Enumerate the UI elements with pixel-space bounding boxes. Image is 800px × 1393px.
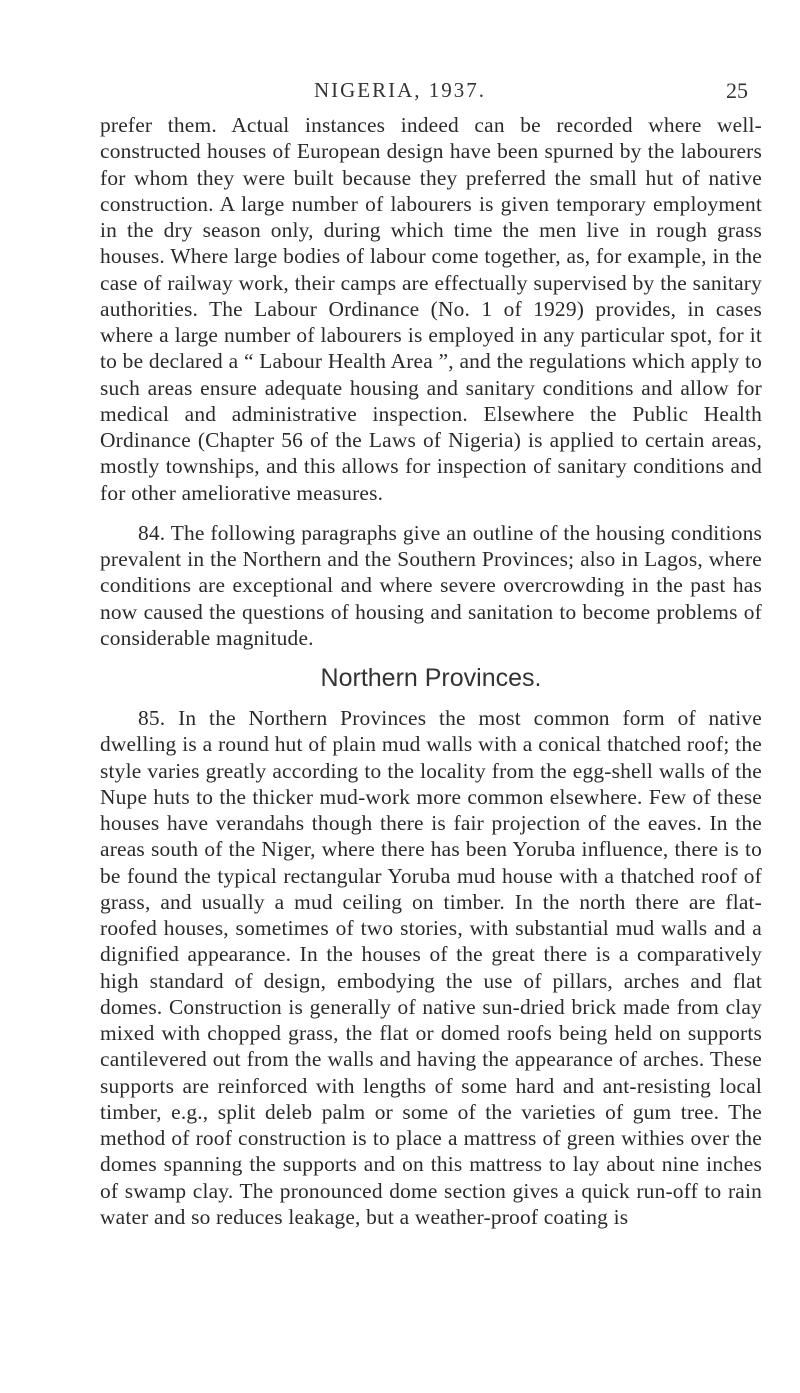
paragraph-gap	[100, 506, 762, 520]
section-heading-northern-provinces: Northern Provinces.	[320, 664, 542, 692]
header-title: NIGERIA, 1937.	[313, 78, 487, 102]
paragraph-85: 85. In the Northern Provinces the most common form of native dwelling is a round hut of plain mud walls with a conical thatched roof; the style varies greatly according to the locality from the egg-shell walls of the Nupe huts to the thicker mud-work more common elsewhere. Few of these houses have verandahs though there is fair projection of the eaves. In the areas south of the Niger, where there has been Yoruba influence, there is to be found the typical rectangular Yoruba mud house with a thatched roof of grass, and usually a mud ceiling on timber. In the north there are flat-roofed houses, sometimes of two stories, with substantial mud walls and a dignified appearance. In the houses of the great there is a comparatively high standard of design, embodying the use of pillars, arches and flat domes. Construction is generally of native sun-dried brick made from clay mixed with chopped grass, the flat or domed roofs being held on supports cantilevered out from the walls and having the appearance of arches. These supports are reinforced with lengths of some hard and ant-resisting local timber, e.g., split deleb palm or some of the varieties of gum tree. The method of roof construction is to place a mattress of green withies over the domes spanning the supports and on this mattress to lay about nine inches of swamp clay. The pronounced dome section gives a quick run-off to rain water and so reduces leakage, but a weather-proof coating is	[100, 706, 762, 1229]
paragraph-continuation: prefer them. Actual instances indeed can be recorded where well-constructed houses of European design have been spurned by the labourers for whom they were built because they preferred the small hut of native construction. A large number of labourers is given temporary employment in the dry season only, during which time the men live in rough grass houses. Where large bodies of labour come together, as, for example, in the case of railway work, their camps are effectually supervised by the sanitary authorities. The Labour Ordinance (No. 1 of 1929) provides, in cases where a large number of labourers is employed in any particular spot, for it to be declared a “ Labour Health Area ”, and the regulations which apply to such areas ensure adequate housing and sanitary conditions and allow for medical and administrative inspection. Elsewhere the Public Health Ordinance (Chapter 56 of the Laws of Nigeria) is applied to certain areas, mostly townships, and this allows for inspection of sanitary conditions and for other ameliorative measures.	[100, 113, 762, 505]
paragraph-84: 84. The following paragraphs give an outline of the housing conditions prevalent in the Northern and the Southern Provinces; also in Lagos, where conditions are exceptional and where severe overcrowding in the past has now caused the questions of housing and sanitation to become problems of considerable magnitude.	[100, 520, 762, 650]
body-text	[100, 112, 762, 1230]
page-number: 25	[726, 78, 748, 103]
running-header	[0, 78, 800, 106]
